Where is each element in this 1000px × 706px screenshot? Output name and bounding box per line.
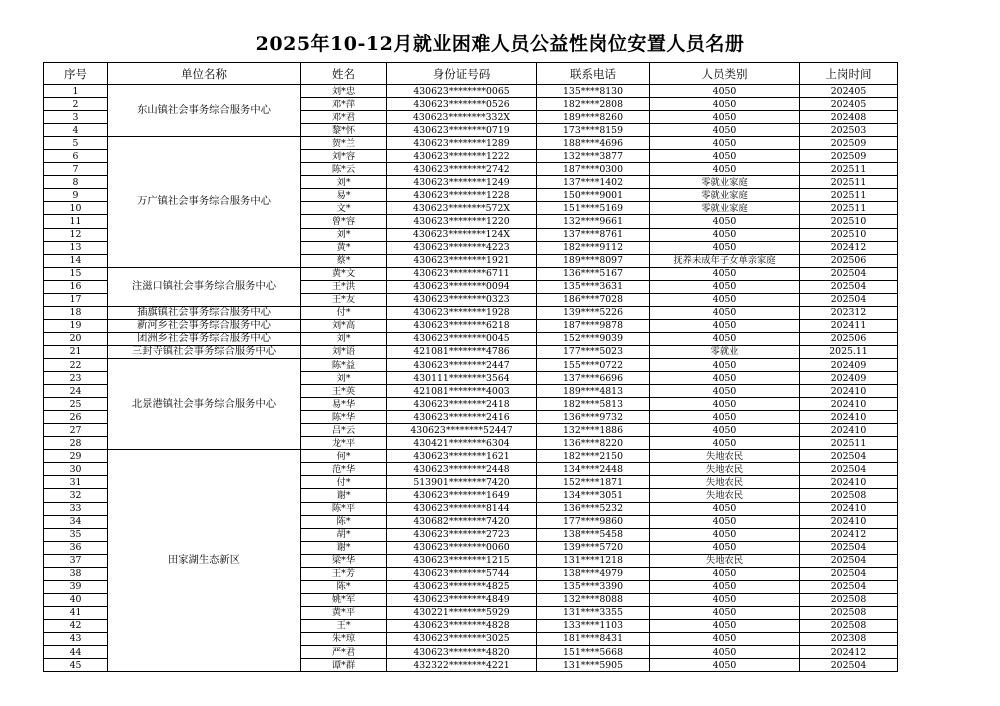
id-number-cell: 430623********2448	[387, 463, 537, 476]
name-cell: 刘*	[301, 332, 387, 345]
start-date-cell: 202508	[800, 593, 898, 606]
unit-name-cell: 万广镇社会事务综合服务中心	[108, 137, 301, 267]
id-number-cell: 430623********0045	[387, 332, 537, 345]
name-cell: 谢*	[301, 541, 387, 554]
phone-cell: 173****8159	[537, 124, 650, 137]
phone-cell: 136****5167	[537, 267, 650, 280]
category-cell: 4050	[650, 280, 800, 293]
index-cell: 27	[44, 424, 108, 437]
phone-cell: 137****8761	[537, 228, 650, 241]
category-cell: 4050	[650, 306, 800, 319]
index-cell: 28	[44, 437, 108, 450]
phone-cell: 131****5905	[537, 659, 650, 672]
start-date-cell: 202410	[800, 398, 898, 411]
start-date-cell: 202509	[800, 150, 898, 163]
name-cell: 易*华	[301, 398, 387, 411]
index-cell: 10	[44, 202, 108, 215]
category-cell: 4050	[650, 515, 800, 528]
id-number-cell: 430623********0060	[387, 541, 537, 554]
id-number-cell: 430623********0526	[387, 98, 537, 111]
name-cell: 黄*平	[301, 606, 387, 619]
header-cell-id: 身份证号码	[387, 63, 537, 85]
start-date-cell: 202410	[800, 515, 898, 528]
roster-body	[44, 85, 898, 672]
category-cell: 4050	[650, 580, 800, 593]
index-cell: 5	[44, 137, 108, 150]
name-cell: 朱*琼	[301, 632, 387, 645]
index-cell: 22	[44, 358, 108, 371]
phone-cell: 152****9039	[537, 332, 650, 345]
start-date-cell: 202412	[800, 646, 898, 659]
unit-name-cell: 注滋口镇社会事务综合服务中心	[108, 267, 301, 306]
start-date-cell: 202412	[800, 528, 898, 541]
category-cell: 4050	[650, 150, 800, 163]
phone-cell: 152****1871	[537, 476, 650, 489]
category-cell: 4050	[650, 267, 800, 280]
start-date-cell: 202308	[800, 632, 898, 645]
name-cell: 蔡*	[301, 254, 387, 267]
category-cell: 4050	[650, 293, 800, 306]
unit-name-cell: 北景港镇社会事务综合服务中心	[108, 358, 301, 449]
start-date-cell: 202504	[800, 567, 898, 580]
category-cell: 4050	[650, 332, 800, 345]
index-cell: 20	[44, 332, 108, 345]
category-cell: 4050	[650, 228, 800, 241]
id-number-cell: 430623********4223	[387, 241, 537, 254]
index-cell: 39	[44, 580, 108, 593]
phone-cell: 182****2808	[537, 98, 650, 111]
index-cell: 41	[44, 606, 108, 619]
id-number-cell: 430623********1621	[387, 450, 537, 463]
id-number-cell: 430623********3025	[387, 632, 537, 645]
phone-cell: 132****1886	[537, 424, 650, 437]
id-number-cell: 430623********1220	[387, 215, 537, 228]
table-row	[44, 85, 898, 98]
id-number-cell: 421081********4003	[387, 385, 537, 398]
id-number-cell: 430623********2742	[387, 163, 537, 176]
name-cell: 谢*	[301, 489, 387, 502]
index-cell: 11	[44, 215, 108, 228]
id-number-cell: 430623********1649	[387, 489, 537, 502]
category-cell: 4050	[650, 358, 800, 371]
index-cell: 30	[44, 463, 108, 476]
start-date-cell: 202511	[800, 437, 898, 450]
name-cell: 刘*忠	[301, 85, 387, 98]
start-date-cell: 202510	[800, 215, 898, 228]
header-row	[44, 63, 898, 85]
table-row	[44, 306, 898, 319]
phone-cell: 182****5813	[537, 398, 650, 411]
start-date-cell: 202412	[800, 241, 898, 254]
category-cell: 零就业家庭	[650, 189, 800, 202]
roster-table	[43, 62, 898, 672]
id-number-cell: 430623********2416	[387, 411, 537, 424]
category-cell: 失地农民	[650, 476, 800, 489]
index-cell: 2	[44, 98, 108, 111]
category-cell: 4050	[650, 567, 800, 580]
phone-cell: 136****9732	[537, 411, 650, 424]
name-cell: 文*	[301, 202, 387, 215]
document-title: 2025年10-12月就业困难人员公益性岗位安置人员名册	[255, 33, 745, 55]
category-cell: 失地农民	[650, 554, 800, 567]
index-cell: 21	[44, 345, 108, 358]
name-cell: 刘*语	[301, 345, 387, 358]
name-cell: 刘*容	[301, 150, 387, 163]
phone-cell: 139****5720	[537, 541, 650, 554]
header-cell-phone: 联系电话	[537, 63, 650, 85]
start-date-cell: 202511	[800, 163, 898, 176]
id-number-cell: 430623********1921	[387, 254, 537, 267]
name-cell: 陈*	[301, 580, 387, 593]
name-cell: 刘*	[301, 372, 387, 385]
id-number-cell: 430623********0323	[387, 293, 537, 306]
index-cell: 12	[44, 228, 108, 241]
phone-cell: 139****5226	[537, 306, 650, 319]
id-number-cell: 430623********1228	[387, 189, 537, 202]
id-number-cell: 421081********4786	[387, 345, 537, 358]
index-cell: 43	[44, 632, 108, 645]
start-date-cell: 202312	[800, 306, 898, 319]
phone-cell: 136****5232	[537, 502, 650, 515]
phone-cell: 138****4979	[537, 567, 650, 580]
category-cell: 失地农民	[650, 463, 800, 476]
phone-cell: 134****3051	[537, 489, 650, 502]
phone-cell: 132****3877	[537, 150, 650, 163]
id-number-cell: 430623********2418	[387, 398, 537, 411]
name-cell: 付*	[301, 306, 387, 319]
category-cell: 4050	[650, 593, 800, 606]
start-date-cell: 202504	[800, 450, 898, 463]
index-cell: 14	[44, 254, 108, 267]
category-cell: 4050	[650, 632, 800, 645]
id-number-cell: 432322********4221	[387, 659, 537, 672]
header-cell-unit: 单位名称	[108, 63, 301, 85]
name-cell: 陈*益	[301, 358, 387, 371]
name-cell: 易*	[301, 189, 387, 202]
name-cell: 王*英	[301, 385, 387, 398]
table-row	[44, 358, 898, 371]
phone-cell: 134****2448	[537, 463, 650, 476]
category-cell: 4050	[650, 502, 800, 515]
index-cell: 37	[44, 554, 108, 567]
category-cell: 4050	[650, 619, 800, 632]
index-cell: 29	[44, 450, 108, 463]
index-cell: 13	[44, 241, 108, 254]
index-cell: 7	[44, 163, 108, 176]
start-date-cell: 202410	[800, 476, 898, 489]
start-date-cell: 202405	[800, 85, 898, 98]
name-cell: 贺*兰	[301, 137, 387, 150]
phone-cell: 135****3390	[537, 580, 650, 593]
phone-cell: 182****9112	[537, 241, 650, 254]
start-date-cell: 202410	[800, 424, 898, 437]
start-date-cell: 202504	[800, 659, 898, 672]
name-cell: 谭*群	[301, 659, 387, 672]
category-cell: 4050	[650, 319, 800, 332]
phone-cell: 151****5169	[537, 202, 650, 215]
name-cell: 刘*高	[301, 319, 387, 332]
name-cell: 龙*平	[301, 437, 387, 450]
index-cell: 1	[44, 85, 108, 98]
id-number-cell: 430623********0065	[387, 85, 537, 98]
header-cell-index: 序号	[44, 63, 108, 85]
name-cell: 王*洪	[301, 280, 387, 293]
start-date-cell: 202504	[800, 463, 898, 476]
unit-name-cell: 三封寺镇社会事务综合服务中心	[108, 345, 301, 358]
id-number-cell: 430623********6711	[387, 267, 537, 280]
phone-cell: 189****4813	[537, 385, 650, 398]
name-cell: 王*友	[301, 293, 387, 306]
phone-cell: 151****5668	[537, 646, 650, 659]
start-date-cell: 202410	[800, 502, 898, 515]
index-cell: 36	[44, 541, 108, 554]
category-cell: 失地农民	[650, 450, 800, 463]
id-number-cell: 430623********6218	[387, 319, 537, 332]
category-cell: 4050	[650, 411, 800, 424]
phone-cell: 132****8088	[537, 593, 650, 606]
category-cell: 4050	[650, 398, 800, 411]
id-number-cell: 430623********2723	[387, 528, 537, 541]
id-number-cell: 430623********332X	[387, 111, 537, 124]
index-cell: 4	[44, 124, 108, 137]
index-cell: 3	[44, 111, 108, 124]
index-cell: 44	[44, 646, 108, 659]
category-cell: 4050	[650, 163, 800, 176]
category-cell: 4050	[650, 606, 800, 619]
index-cell: 19	[44, 319, 108, 332]
category-cell: 4050	[650, 215, 800, 228]
category-cell: 4050	[650, 372, 800, 385]
id-number-cell: 430623********1215	[387, 554, 537, 567]
phone-cell: 188****4696	[537, 137, 650, 150]
name-cell: 范*华	[301, 463, 387, 476]
name-cell: 胡*	[301, 528, 387, 541]
name-cell: 刘*	[301, 176, 387, 189]
start-date-cell: 202504	[800, 580, 898, 593]
id-number-cell: 430623********0094	[387, 280, 537, 293]
id-number-cell: 430623********5744	[387, 567, 537, 580]
category-cell: 4050	[650, 85, 800, 98]
phone-cell: 131****3355	[537, 606, 650, 619]
index-cell: 23	[44, 372, 108, 385]
phone-cell: 138****5458	[537, 528, 650, 541]
id-number-cell: 430623********4849	[387, 593, 537, 606]
category-cell: 4050	[650, 646, 800, 659]
phone-cell: 177****5023	[537, 345, 650, 358]
unit-name-cell: 东山镇社会事务综合服务中心	[108, 85, 301, 137]
name-cell: 何*	[301, 450, 387, 463]
index-cell: 40	[44, 593, 108, 606]
header-cell-name: 姓名	[301, 63, 387, 85]
index-cell: 25	[44, 398, 108, 411]
id-number-cell: 430111********3564	[387, 372, 537, 385]
id-number-cell: 430623********572X	[387, 202, 537, 215]
start-date-cell: 202508	[800, 606, 898, 619]
start-date-cell: 202408	[800, 111, 898, 124]
category-cell: 4050	[650, 437, 800, 450]
index-cell: 34	[44, 515, 108, 528]
start-date-cell: 202405	[800, 98, 898, 111]
name-cell: 吕*云	[301, 424, 387, 437]
category-cell: 4050	[650, 111, 800, 124]
start-date-cell: 2025.11	[800, 345, 898, 358]
unit-name-cell: 新河乡社会事务综合服务中心	[108, 319, 301, 332]
name-cell: 曾*容	[301, 215, 387, 228]
name-cell: 刘*	[301, 228, 387, 241]
category-cell: 抚养未成年子女单亲家庭	[650, 254, 800, 267]
name-cell: 王*	[301, 619, 387, 632]
name-cell: 陈*	[301, 515, 387, 528]
category-cell: 失地农民	[650, 489, 800, 502]
id-number-cell: 430623********0719	[387, 124, 537, 137]
index-cell: 18	[44, 306, 108, 319]
index-cell: 8	[44, 176, 108, 189]
table-row	[44, 332, 898, 345]
id-number-cell: 430421********6304	[387, 437, 537, 450]
phone-cell: 133****1103	[537, 619, 650, 632]
start-date-cell: 202504	[800, 267, 898, 280]
phone-cell: 135****3631	[537, 280, 650, 293]
phone-cell: 135****8130	[537, 85, 650, 98]
phone-cell: 136****8220	[537, 437, 650, 450]
index-cell: 6	[44, 150, 108, 163]
phone-cell: 132****9661	[537, 215, 650, 228]
table-row	[44, 319, 898, 332]
name-cell: 梁*华	[301, 554, 387, 567]
category-cell: 零就业家庭	[650, 176, 800, 189]
start-date-cell: 202504	[800, 280, 898, 293]
id-number-cell: 430623********1249	[387, 176, 537, 189]
id-number-cell: 430623********1289	[387, 137, 537, 150]
name-cell: 付*	[301, 476, 387, 489]
id-number-cell: 430221********5929	[387, 606, 537, 619]
name-cell: 邓*君	[301, 111, 387, 124]
phone-cell: 182****2150	[537, 450, 650, 463]
start-date-cell: 202504	[800, 554, 898, 567]
index-cell: 26	[44, 411, 108, 424]
phone-cell: 189****8097	[537, 254, 650, 267]
index-cell: 16	[44, 280, 108, 293]
table-row	[44, 345, 898, 358]
name-cell: 陈*平	[301, 502, 387, 515]
start-date-cell: 202409	[800, 372, 898, 385]
start-date-cell: 202411	[800, 319, 898, 332]
start-date-cell: 202504	[800, 541, 898, 554]
category-cell: 4050	[650, 541, 800, 554]
category-cell: 零就业家庭	[650, 202, 800, 215]
start-date-cell: 202509	[800, 137, 898, 150]
id-number-cell: 430623********2447	[387, 358, 537, 371]
phone-cell: 137****6696	[537, 372, 650, 385]
start-date-cell: 202503	[800, 124, 898, 137]
index-cell: 42	[44, 619, 108, 632]
name-cell: 陈*云	[301, 163, 387, 176]
phone-cell: 186****7028	[537, 293, 650, 306]
name-cell: 王*芳	[301, 567, 387, 580]
id-number-cell: 430623********1928	[387, 306, 537, 319]
start-date-cell: 202511	[800, 176, 898, 189]
unit-name-cell: 田家湖生态新区	[108, 450, 301, 672]
phone-cell: 187****0300	[537, 163, 650, 176]
phone-cell: 150****9001	[537, 189, 650, 202]
phone-cell: 187****9878	[537, 319, 650, 332]
index-cell: 17	[44, 293, 108, 306]
start-date-cell: 202508	[800, 619, 898, 632]
start-date-cell: 202410	[800, 385, 898, 398]
start-date-cell: 202409	[800, 358, 898, 371]
name-cell: 姚*军	[301, 593, 387, 606]
index-cell: 9	[44, 189, 108, 202]
index-cell: 31	[44, 476, 108, 489]
name-cell: 黄*文	[301, 267, 387, 280]
id-number-cell: 430623********124X	[387, 228, 537, 241]
id-number-cell: 430623********4825	[387, 580, 537, 593]
start-date-cell: 202508	[800, 489, 898, 502]
header-cell-start-date: 上岗时间	[800, 63, 898, 85]
id-number-cell: 430623********52447	[387, 424, 537, 437]
table-row	[44, 137, 898, 150]
start-date-cell: 202511	[800, 202, 898, 215]
category-cell: 4050	[650, 124, 800, 137]
index-cell: 45	[44, 659, 108, 672]
phone-cell: 189****8260	[537, 111, 650, 124]
index-cell: 24	[44, 385, 108, 398]
table-row	[44, 267, 898, 280]
start-date-cell: 202410	[800, 411, 898, 424]
id-number-cell: 430682********7420	[387, 515, 537, 528]
category-cell: 4050	[650, 424, 800, 437]
category-cell: 4050	[650, 528, 800, 541]
category-cell: 4050	[650, 241, 800, 254]
unit-name-cell: 团洲乡社会事务综合服务中心	[108, 332, 301, 345]
table-row	[44, 450, 898, 463]
name-cell: 邓*萍	[301, 98, 387, 111]
start-date-cell: 202511	[800, 189, 898, 202]
header-cell-category: 人员类别	[650, 63, 800, 85]
category-cell: 4050	[650, 385, 800, 398]
phone-cell: 177****9860	[537, 515, 650, 528]
phone-cell: 181****8431	[537, 632, 650, 645]
name-cell: 严*君	[301, 646, 387, 659]
category-cell: 4050	[650, 137, 800, 150]
category-cell: 4050	[650, 98, 800, 111]
phone-cell: 131****1218	[537, 554, 650, 567]
index-cell: 15	[44, 267, 108, 280]
unit-name-cell: 插旗镇社会事务综合服务中心	[108, 306, 301, 319]
start-date-cell: 202506	[800, 332, 898, 345]
index-cell: 32	[44, 489, 108, 502]
index-cell: 33	[44, 502, 108, 515]
category-cell: 4050	[650, 659, 800, 672]
category-cell: 零就业	[650, 345, 800, 358]
name-cell: 黎*怀	[301, 124, 387, 137]
start-date-cell: 202510	[800, 228, 898, 241]
phone-cell: 137****1402	[537, 176, 650, 189]
start-date-cell: 202504	[800, 293, 898, 306]
id-number-cell: 430623********8144	[387, 502, 537, 515]
phone-cell: 155****0722	[537, 358, 650, 371]
id-number-cell: 430623********4820	[387, 646, 537, 659]
index-cell: 35	[44, 528, 108, 541]
name-cell: 陈*华	[301, 411, 387, 424]
id-number-cell: 430623********4828	[387, 619, 537, 632]
start-date-cell: 202506	[800, 254, 898, 267]
name-cell: 黄*	[301, 241, 387, 254]
id-number-cell: 430623********1222	[387, 150, 537, 163]
index-cell: 38	[44, 567, 108, 580]
id-number-cell: 513901********7420	[387, 476, 537, 489]
